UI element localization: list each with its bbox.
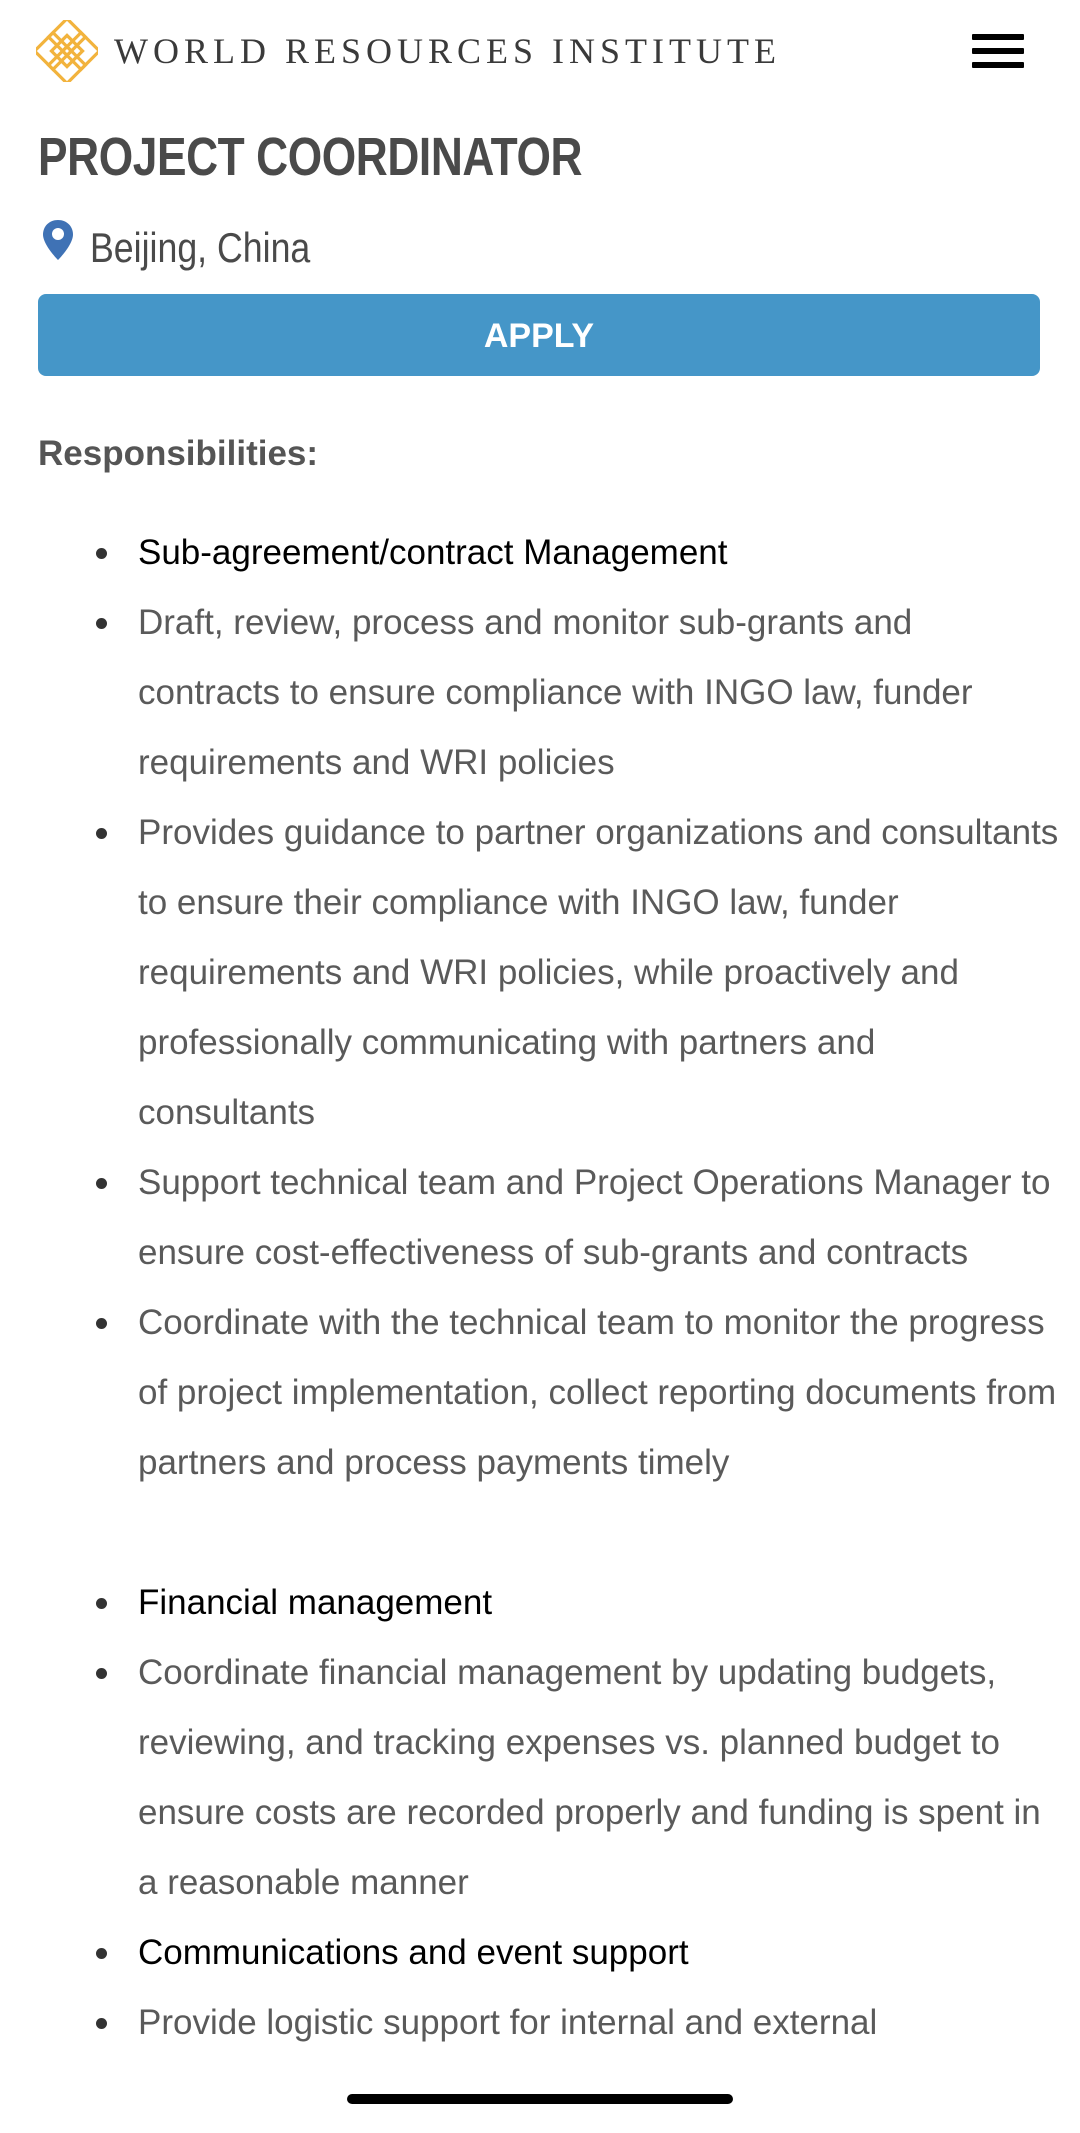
list-item: Financial management: [0, 1568, 1080, 1638]
map-pin-icon: [40, 218, 76, 262]
list-item: Draft, review, process and monitor sub-grants and contracts to ensure compliance with INGO law, funder requirements and WRI policies: [0, 588, 1080, 798]
apply-button[interactable]: APPLY: [38, 294, 1040, 376]
list-item: Coordinate with the technical team to monitor the progress of project implementation, collect reporting documents from partners and process payments timely: [0, 1288, 1080, 1498]
wri-logo-icon[interactable]: [36, 20, 98, 82]
responsibilities-list-2: [0, 1568, 1080, 2058]
location-text: Beijing, China: [90, 224, 311, 271]
hamburger-menu-icon[interactable]: [972, 34, 1024, 74]
list-item: Provides guidance to partner organizations and consultants to ensure their compliance with INGO law, funder requirements and WRI policies, while proactively and professionally communicating with partners and consultants: [0, 798, 1080, 1148]
responsibilities-list-1: [0, 518, 1080, 1498]
responsibilities-content: [0, 518, 1080, 2058]
org-name[interactable]: WORLD RESOURCES INSTITUTE: [114, 31, 781, 71]
list-item: Provide logistic support for internal and external: [0, 1988, 1080, 2058]
list-item: Communications and event support: [0, 1918, 1080, 1988]
home-indicator[interactable]: [347, 2094, 733, 2104]
list-item: Sub-agreement/contract Management: [0, 518, 1080, 588]
site-header: [0, 0, 1080, 110]
responsibilities-heading: Responsibilities:: [38, 434, 319, 473]
job-title: PROJECT COORDINATOR: [38, 127, 583, 187]
list-item: Support technical team and Project Operations Manager to ensure cost-effectiveness of sub-grants and contracts: [0, 1148, 1080, 1288]
list-spacer: [0, 1498, 1080, 1568]
list-item: Coordinate financial management by updating budgets, reviewing, and tracking expenses vs. planned budget to ensure costs are recorded properly and funding is spent in a reasonable manner: [0, 1638, 1080, 1918]
